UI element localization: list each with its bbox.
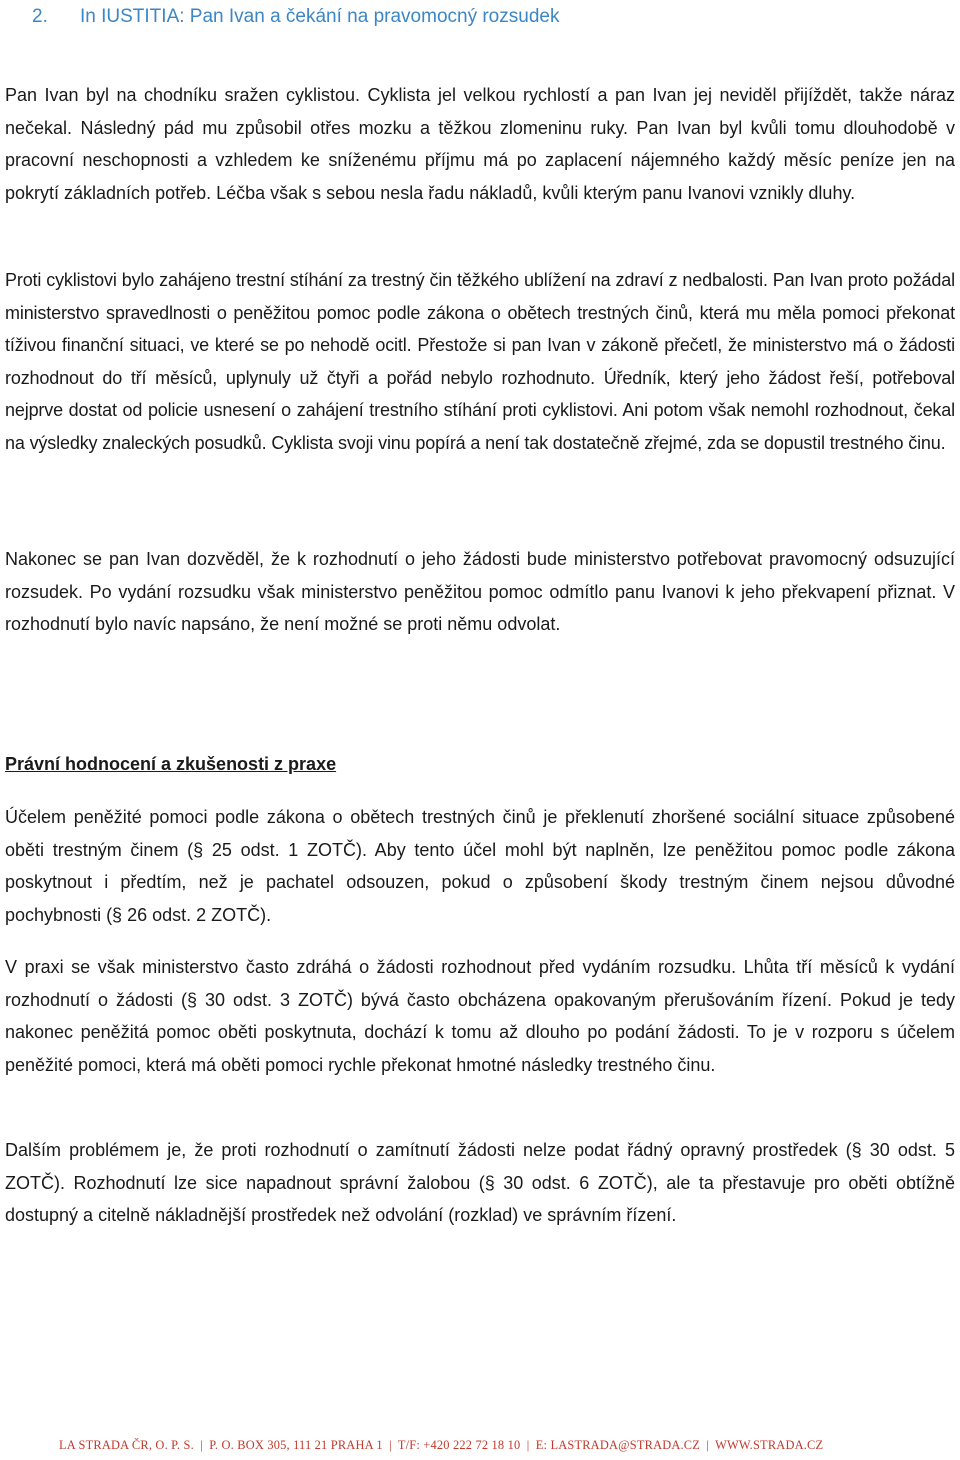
footer-org: LA STRADA ČR, O. P. S. bbox=[59, 1438, 194, 1452]
story-paragraph-2: Proti cyklistovi bylo zahájeno trestní stíhání za trestný čin těžkého ublížení na zdraví z nedbalosti. Pan Ivan proto požádal ministerstvo spravedlnosti o peněžitou pomoc podle zákona o obětech trestných činů, která mu měla pomoci překonat tíživou finanční situaci, ve které se po nehodě ocitl. Přestože si pan Ivan v zákoně přečetl, že ministerstvo má o žádosti rozhodnout do tří měsíců, uplynuly už čtyři a pořád nebylo rozhodnuto. Úředník, který jeho žádost řeší, potřeboval nejprve dostat od policie usnesení o zahájení trestního stíhání proti cyklistovi. Ani potom však nemohl rozhodnout, čekal na výsledky znaleckých posudků. Cyklista svoji vinu popírá a není tak dostatečně zřejmé, zda se dopustil trestného činu. bbox=[5, 270, 955, 453]
section-title: In IUSTITIA: Pan Ivan a čekání na pravomocný rozsudek bbox=[80, 6, 560, 27]
footer-separator: | bbox=[200, 1438, 203, 1452]
legal-paragraph-2: V praxi se však ministerstvo často zdráhá o žádosti rozhodnout před vydáním rozsudku. Lhůta tří měsíců k vydání rozhodnutí o žádosti (§ 30 odst. 3 ZOTČ) bývá často obcházena opakovaným přerušováním řízení. Pokud je tedy nakonec peněžitá pomoc oběti poskytnuta, dochází k tomu až dlouho po podání žádosti. To je v rozporu s účelem peněžité pomoci, která má oběti pomoci rychle překonat hmotné následky trestného činu. bbox=[5, 957, 955, 1075]
footer-phone: T/F: +420 222 72 18 10 bbox=[397, 1438, 521, 1452]
legal-paragraph-1: Účelem peněžité pomoci podle zákona o obětech trestných činů je překlenutí zhoršené sociální situace způsobené oběti trestným činem (§ 25 odst. 1 ZOTČ). Aby tento účel mohl být naplněn, lze peněžitou pomoc podle zákona poskytnout i předtím, než je pachatel odsouzen, pokud o způsobení škody trestným činem nejsou důvodné pochybnosti (§ 26 odst. 2 ZOTČ). bbox=[5, 807, 955, 925]
legal-paragraph-3: Dalším problémem je, že proti rozhodnutí o zamítnutí žádosti nelze podat řádný opravný prostředek (§ 30 odst. 5 ZOTČ). Rozhodnutí lze sice napadnout správní žalobou (§ 30 odst. 6 ZOTČ), ale ta přestavuje pro oběti obtížně dostupný a citelně nákladnější prostředek než odvolání (rozklad) ve správním řízení. bbox=[5, 1140, 955, 1225]
story-paragraph-3: Nakonec se pan Ivan dozvěděl, že k rozhodnutí o jeho žádosti bude ministerstvo potřebovat pravomocný odsuzující rozsudek. Po vydání rozsudku však ministerstvo peněžitou pomoc odmítlo panu Ivanovi k jeho překvapení přiznat. V rozhodnutí bylo navíc napsáno, že není možné se proti němu odvolat. bbox=[5, 549, 955, 634]
footer-separator: | bbox=[389, 1438, 392, 1452]
footer-separator: | bbox=[706, 1438, 710, 1452]
legal-heading: Právní hodnocení a zkušenosti z praxe bbox=[5, 754, 337, 774]
footer-web-link[interactable]: WWW.STRADA.CZ bbox=[715, 1438, 824, 1452]
page-footer bbox=[59, 1436, 959, 1454]
section-heading bbox=[32, 6, 932, 28]
footer-email[interactable]: E: LASTRADA@STRADA.CZ bbox=[535, 1438, 701, 1452]
footer-address: P. O. BOX 305, 111 21 PRAHA 1 bbox=[209, 1438, 383, 1452]
story-paragraph-1: Pan Ivan byl na chodníku sražen cyklistou. Cyklista jel velkou rychlostí a pan Ivan jej neviděl přijíždět, takže náraz nečekal. Následný pád mu způsobil otřes mozku a těžkou zlomeninu ruky. Pan Ivan byl kvůli tomu dlouhodobě v pracovní neschopnosti a vzhledem ke sníženému příjmu má po zaplacení nájemného každý měsíc peníze jen na pokrytí základních potřeb. Léčba však s sebou nesla řadu nákladů, kvůli kterým panu Ivanovi vznikly dluhy. bbox=[5, 85, 955, 203]
section-number: 2. bbox=[32, 6, 48, 27]
footer-separator: | bbox=[526, 1438, 530, 1452]
